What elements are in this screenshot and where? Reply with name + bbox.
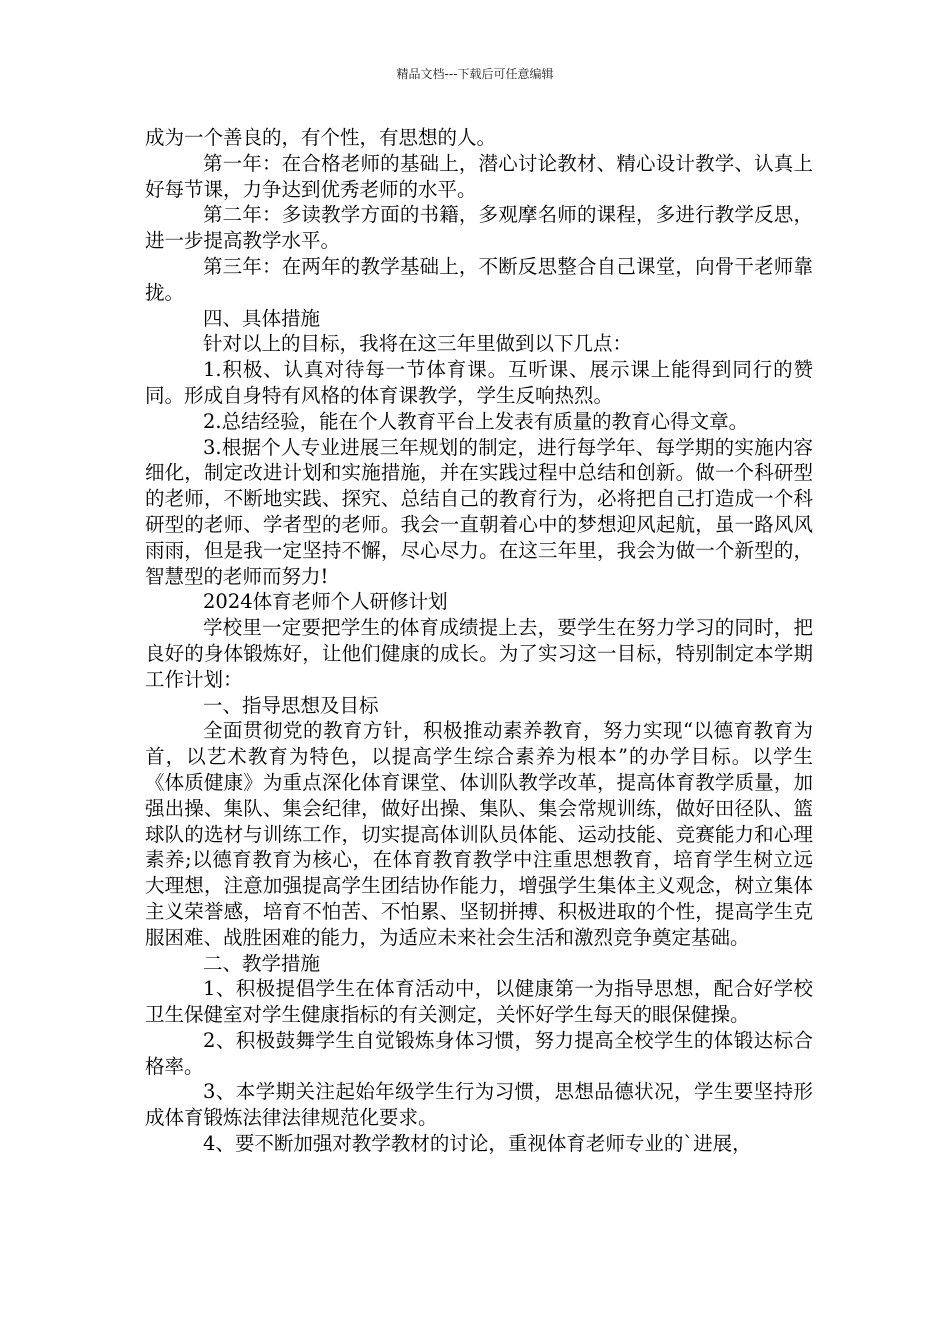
list-item: 4、要不断加强对教学教材的讨论，重视体育老师专业的`进展， [203, 1132, 752, 1156]
paragraph: 第一年：在合格老师的基础上，潜心讨论教材、精心设计教学、认真上好每节课，力争达到优秀老师的水平。 [145, 151, 813, 201]
list-item: 2.总结经验，能在个人教育平台上发表有质量的教育心得文章。 [203, 409, 749, 433]
section-heading: 一、指导思想及目标 [203, 693, 379, 717]
list-item: 3.根据个人专业进展三年规划的制定，进行每学年、每学期的实施内容细化，制定改进计划和实施措施，并在实践过程中总结和创新。做一个科研型的老师，不断地实践、探究、总结自己的教育行为，必将把自己打造成一个科研型的老师、学者型的老师。我会一直朝着心中的梦想迎风起航，虽一路风风雨雨，但是我一定坚持不懈，尽心尽力。在这三年里，我会为做一个新型的，智慧型的老师而努力! [145, 435, 813, 588]
paragraph: 成为一个善良的，有个性，有思想的人。 [145, 126, 497, 149]
paragraph: 针对以上的目标，我将在这三年里做到以下几点： [203, 332, 633, 356]
document-title: 2024体育老师个人研修计划 [203, 590, 448, 614]
section-heading: 二、教学措施 [203, 951, 321, 975]
document-body [145, 125, 813, 1157]
section-heading: 四、具体措施 [203, 306, 321, 330]
paragraph: 第三年：在两年的教学基础上，不断反思整合自己课堂，向骨干老师靠拢。 [145, 254, 813, 304]
list-item: 1、积极提倡学生在体育活动中，以健康第一为指导思想，配合好学校卫生保健室对学生健康指标的有关测定，关怀好学生每天的眼保健操。 [145, 977, 813, 1027]
list-item: 1.积极、认真对待每一节体育课。互听课、展示课上能得到同行的赞同。形成自身特有风格的体育课教学，学生反响热烈。 [145, 358, 813, 407]
list-item: 2、积极鼓舞学生自觉锻炼身体习惯，努力提高全校学生的体锻达标合格率。 [145, 1028, 813, 1078]
paragraph: 第二年：多读教学方面的书籍，多观摩名师的课程，多进行教学反思，进一步提高教学水平。 [145, 203, 813, 253]
list-item: 3、本学期关注起始年级学生行为习惯，思想品德状况，学生要坚持形成体育锻炼法律法律规范化要求。 [145, 1080, 813, 1130]
page-header: 精品文档---下载后可任意编辑 [396, 67, 554, 81]
paragraph: 学校里一定要把学生的体育成绩提上去，要学生在努力学习的同时，把良好的身体锻炼好，让他们健康的成长。为了实习这一目标，特别制定本学期工作计划： [145, 616, 813, 691]
paragraph: 全面贯彻党的教育方针，积极推动素养教育，努力实现“以德育教育为首，以艺术教育为特色，以提高学生综合素养为根本”的办学目标。以学生《体质健康》为重点深化体育课堂、体训队教学改革，提高体育教学质量，加强出操、集队、集会纪律，做好出操、集队、集会常规训练，做好田径队、篮球队的选材与训练工作，切实提高体训队员体能、运动技能、竞赛能力和心理素养;以德育教育为核心，在体育教育教学中注重思想教育，培育学生树立远大理想，注意加强提高学生团结协作能力，增强学生集体主义观念，树立集体主义荣誉感，培育不怕苦、不怕累、坚韧拼搏、积极进取的个性，提高学生克服困难、战胜困难的能力，为适应未来社会生活和激烈竞争奠定基础。 [145, 719, 813, 949]
